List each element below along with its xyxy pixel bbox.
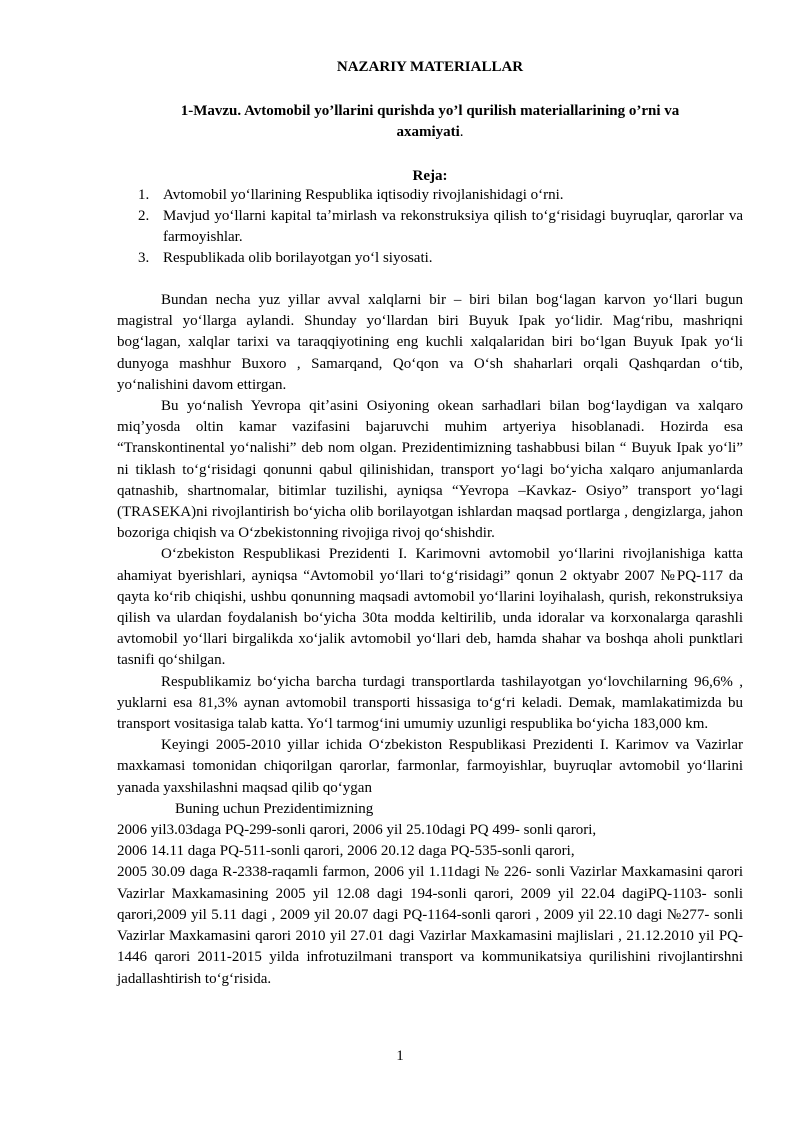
body-text bbox=[117, 290, 743, 990]
paragraph: Bundan necha yuz yillar avval xalqlarni bir – biri bilan bogʻlagan karvon yoʻllari bugun magistral yoʻllarga aylandi. Shunday yoʻllardan biri Buyuk Ipak yoʻlidir. Magʻribu, mashriqni bogʻlagan, xalqlar tarixi va taraqqiyotining eng kuchli xalqalaridan biri boʻlgan Buyuk Ipak yoʻli dunyoga mashhur Buxoro , Samarqand, Qoʻqon va Oʻsh shaharlari orqali Qashqardan oʻtib, yoʻnalishini davom ettirgan. bbox=[117, 292, 743, 393]
page-number: 1 bbox=[396, 1048, 404, 1064]
topic-heading-tail: . bbox=[459, 124, 464, 140]
paragraph: Respublikamiz boʻyicha barcha turdagi transportlarda tashilayotgan yoʻlovchilarning 96,6% , yuklarni esa 81,3% aynan avtomobil transporti hissasiga toʻgʻri keladi. Demak, mamlakatimizda bu transport vositasiga talab katta. Yoʻl tarmogʻini umumiy uzunligi respublika boʻyicha 183,000 km. bbox=[117, 673, 743, 733]
plan-list bbox=[117, 185, 743, 269]
plan-item-text: Respublikada olib borilayotgan yoʻl siyosati. bbox=[163, 250, 433, 266]
topic-heading-text: 1-Mavzu. Avtomobil yo’llarini qurishda yo’l qurilish materiallarining o’rni va axamiyati bbox=[180, 103, 680, 140]
paragraph: Keyingi 2005-2010 yillar ichida Oʻzbekiston Respublikasi Prezidenti I. Karimov va Vazirlar maxkamasi tomonidan chiqorilgan qarorlar, farmonlar, farmoyishlar, buyruqlar avtomobil yoʻllarini yanada yaxshilashni maqsad qilib qoʻygan bbox=[117, 737, 743, 796]
paragraph: Oʻzbekiston Respublikasi Prezidenti I. Karimovni avtomobil yoʻllarini rivojlanishiga katta ahamiyat byerishlari, ayniqsa “Avtomobil yoʻllari toʻgʻrisidagi” qonun 2 oktyabr 2007 №PQ-117 da qayta koʻrib chiqishi, ushbu qonunning maqsadi avtomobil yoʻllarini loyihalash, qurish, rekonstruksiya qilish va ulardan foydalanish boʻyicha 30ta modda keltirilib, unda idoralar va korxonalarga qarashli avtomobil yoʻllari birgalikda xoʻjalik avtomobil yoʻllari deb, hamda shahar va boshqa aholi punktlari tasnifi qoʻshilgan. bbox=[117, 546, 743, 669]
plan-item bbox=[117, 185, 743, 206]
decree-line: 2006 14.11 daga PQ-511-sonli qarori, 2006 20.12 daga PQ-535-sonli qarori, bbox=[117, 843, 575, 860]
plan-item bbox=[117, 206, 743, 248]
plan-item-number: 1. bbox=[138, 187, 150, 203]
paragraph-intro-line: Buning uchun Prezidentimizning bbox=[175, 800, 374, 817]
topic-heading bbox=[157, 101, 703, 143]
plan-item-text: Avtomobil yoʻllarining Respublika iqtisodiy rivojlanishidagi oʻrni. bbox=[163, 187, 564, 203]
paragraph: Bu yoʻnalish Yevropa qitʼasini Osiyoning okean sarhadlari bilan bogʻlaydigan va xalqaro miqʼyosda oltin kamar vazifasini bajaruvchi muhim artyeriya hisoblanadi. Hozirda esa “Transkontinental yoʻnalishi” deb nom olgan. Prezidentimizning tashabbusi bilan “ Buyuk Ipak yoʻli” ni tiklash toʻgʻrisidagi qonunni qabul qilinishidan, transport yoʻlagi boʻyicha xalqaro anjumanlarda qatnashib, shartnomalar, bitimlar tuzilishi, ayniqsa “Yevropa –Kavkaz- Osiyo” transport yoʻlagi (TRASEKA)ni rivojlantirish boʻyicha olib borilayotgan ishlardan maqsad portlarga , dengizlarga, jahon bozoriga chiqish va Oʻzbekistonning rivojiga rivoj qoʻshishdir. bbox=[117, 398, 743, 542]
document-title: NAZARIY MATERIALLAR bbox=[336, 59, 524, 75]
plan-item-number: 2. bbox=[138, 208, 150, 224]
decree-line: 2006 yil3.03daga PQ-299-sonli qarori, 2006 yil 25.10dagi PQ 499- sonli qarori, bbox=[117, 822, 597, 839]
plan-item bbox=[117, 248, 743, 269]
plan-item-text: Mavjud yoʻllarni kapital taʼmirlash va rekonstruksiya qilish toʻgʻrisidagi buyruqlar, qarorlar va farmoyishlar. bbox=[163, 208, 743, 245]
plan-item-number: 3. bbox=[138, 250, 150, 266]
plan-heading: Reja: bbox=[412, 168, 448, 184]
paragraph-final: 2005 30.09 daga R-2338-raqamli farmon, 2006 yil 1.11dagi № 226- sonli Vazirlar Maxkamasini qarori Vazirlar Maxkamasining 2005 yil 12.08 dagi 194-sonli qarori, 2009 yil 22.04 dagiPQ-1103- sonli qarori,2009 yil 5.11 dagi , 2009 yil 20.07 dagi PQ-1164-sonli qarori , 2009 yil 22.10 dagi №277- sonli Vazirlar Maxkamasini qarori 2010 yil 27.01 dagi Vazirlar Maxkamasini majlislari , 21.12.2010 yil PQ-1446 qarori 2011-2015 yilda infrotuzilmani transport va kommunikatsiya qurilishini rivojlantirshni jadallashtirish toʻgʻrisida. bbox=[117, 864, 743, 987]
